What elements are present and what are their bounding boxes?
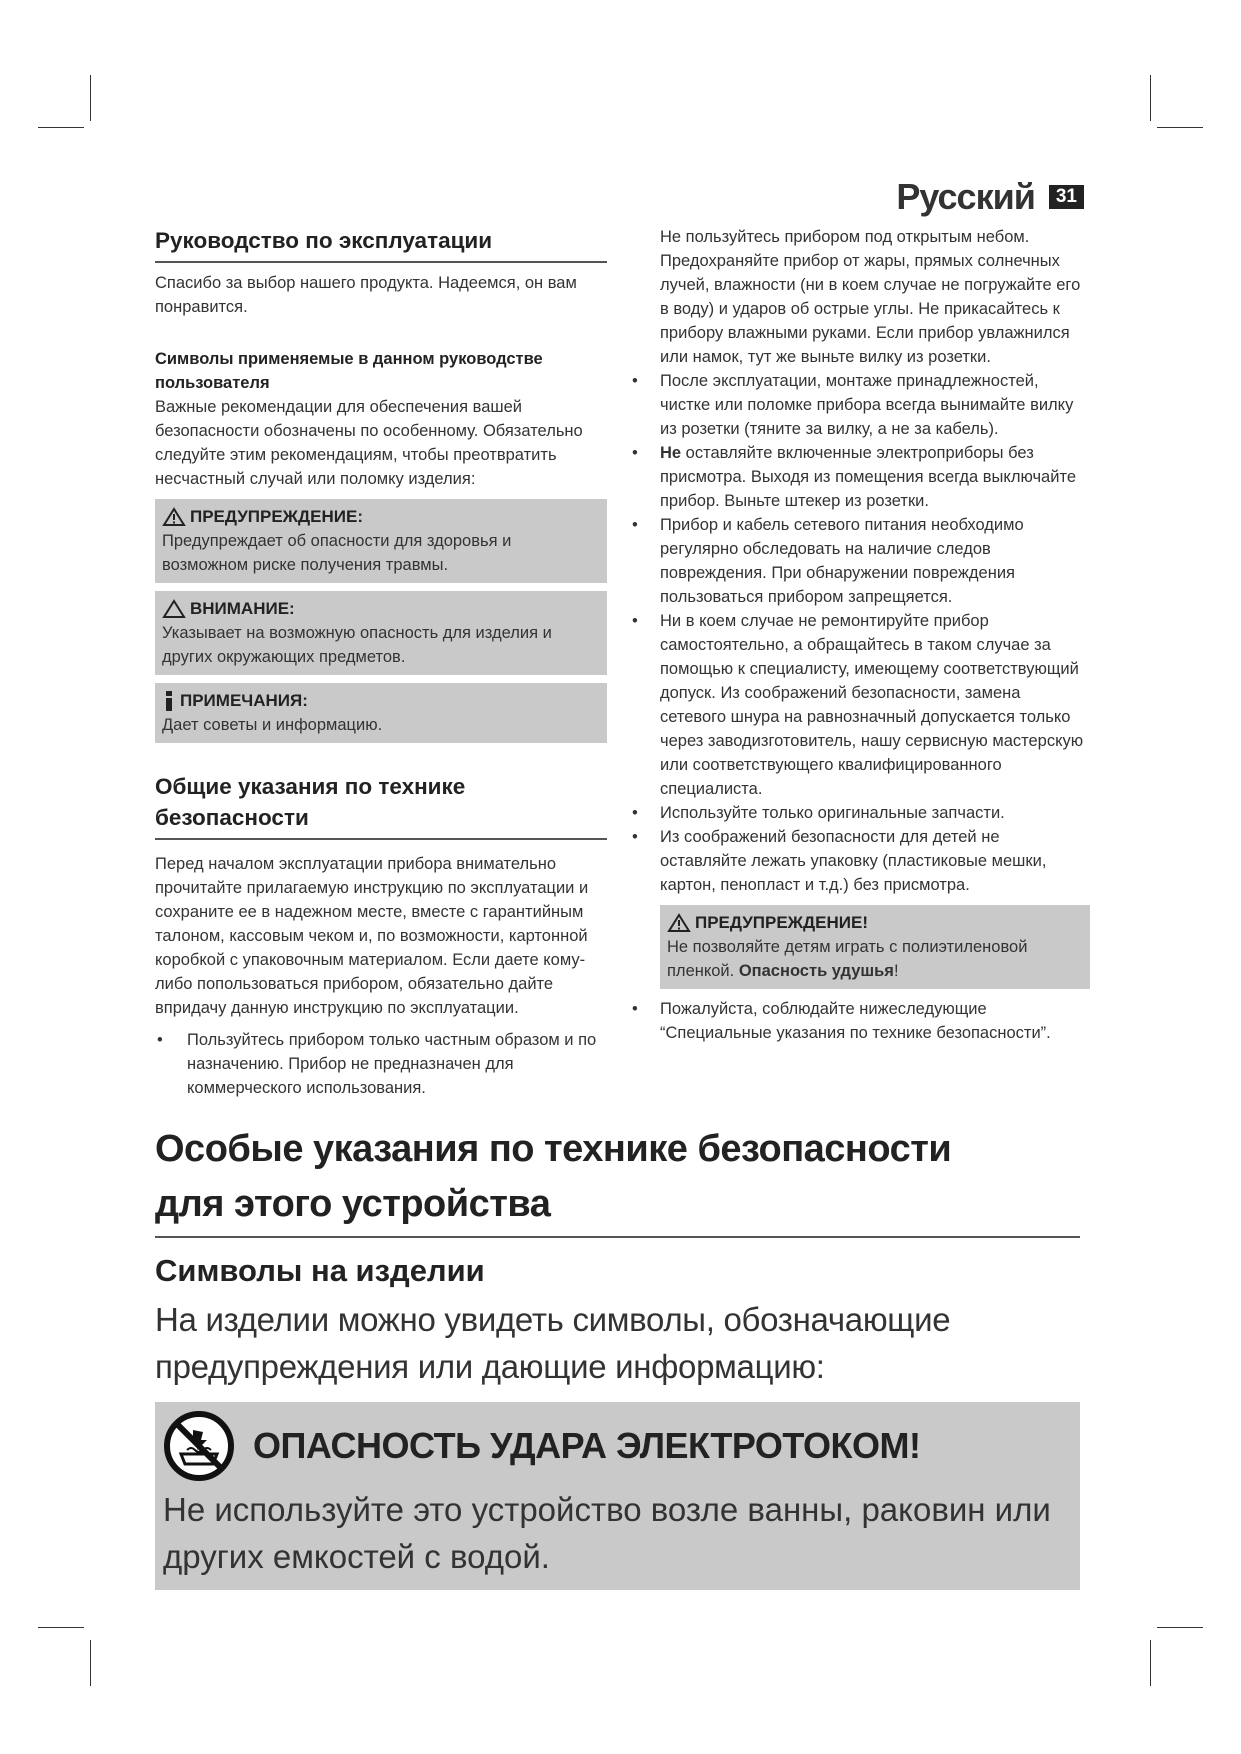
list-item: • Пользуйтесь прибором только частным образом и по назначению. Прибор не предназначен для коммерческого использования.: [155, 1028, 607, 1100]
special-safety-title: [155, 1122, 1080, 1238]
note-title: ПРИМЕЧАНИЯ:: [180, 691, 308, 710]
left-column: [155, 225, 607, 1100]
safety-bullets: [660, 369, 1090, 897]
symbols-heading: Символы применяемые в данном руководстве пользователя: [155, 350, 543, 392]
caution-title: ВНИМАНИЕ:: [190, 599, 295, 618]
page-header: [896, 176, 1084, 218]
no-bath-water-icon: [163, 1410, 235, 1482]
warning-triangle-icon: [162, 507, 186, 527]
crop-mark: [90, 1640, 91, 1686]
list-item: • Прибор и кабель сетевого питания необходимо регулярно обследовать на наличие следов повреждения. При обнаружении повреждения пользоваться прибором запрещяется.: [660, 513, 1090, 609]
crop-mark: [1157, 127, 1203, 128]
crop-mark: [1150, 75, 1151, 121]
closing-bullets: [660, 997, 1090, 1045]
note-text: Дает советы и информацию.: [162, 716, 383, 734]
danger-text: Не используйте это устройство возле ванны, раковин или других емкостей с водой.: [163, 1491, 1051, 1575]
product-symbols-title: Символы на изделии: [155, 1253, 485, 1288]
list-item: • Ни в коем случае не ремонтируйте прибор самостоятельно, а обращайтесь в таком случае за помощью к специалисту, имеющему соответствующий допуск. Из соображений безопасности, замена сетевого шнура на равнозначный допускается только через заводизготовитель, нашу сервисную мастерскую или соответствующего квалифицированного специалиста.: [660, 609, 1090, 801]
electric-shock-danger-box: [155, 1402, 1080, 1590]
intro-text: Спасибо за выбор нашего продукта. Надеемся, он вам понравится.: [155, 274, 577, 316]
general-safety-title: Общие указания по технике безопасности: [155, 771, 607, 840]
list-item: [660, 441, 1090, 513]
warning-triangle-icon: [162, 599, 186, 619]
list-item: • Пожалуйста, соблюдайте нижеследующие “Специальные указания по технике безопасности”.: [660, 997, 1090, 1045]
danger-title: ОПАСНОСТЬ УДАРА ЭЛЕКТРОТОКОМ!: [253, 1425, 921, 1466]
general-safety-text: Перед началом эксплуатации прибора внимательно прочитайте прилагаемую инструкцию по эксплуатации и сохраните ее в надежном месте, вместе с гарантийным талоном, кассовым чеком и, по возможности, картонной коробкой с упаковочным материалом. Если даете кому-либо попользоваться прибором, обязательно дайте впридачу данную инструкцию по эксплуатации.: [155, 855, 589, 1017]
crop-mark: [1150, 1640, 1151, 1686]
list-item-text: оставляйте включенные электроприборы без присмотра. Выходя из помещения всегда выключайте прибор. Выньте штекер из розетки.: [660, 444, 1076, 510]
crop-mark: [90, 75, 91, 121]
special-safety-title-line2: для этого устройства: [155, 1183, 551, 1225]
product-symbols-text: На изделии можно увидеть символы, обозначающие предупреждения или дающие информацию:: [155, 1301, 951, 1385]
special-safety-section: [155, 1122, 1080, 1590]
child-warning-text-part: Не позволяйте детям играть с полиэтиленовой пленкой.: [667, 938, 1028, 980]
warning-title: ПРЕДУПРЕЖДЕНИЕ:: [190, 507, 363, 526]
child-warning-title: ПРЕДУПРЕЖДЕНИЕ!: [695, 913, 868, 932]
special-safety-title-line1: Особые указания по технике безопасности: [155, 1128, 952, 1170]
crop-mark: [38, 1627, 84, 1628]
manual-title: Руководство по эксплуатации: [155, 225, 607, 263]
crop-mark: [38, 127, 84, 128]
list-item: • Используйте только оригинальные запчасти.: [660, 801, 1090, 825]
child-warning-text-end: !: [893, 962, 899, 980]
suffocation-danger: Опасность удушья: [738, 962, 894, 980]
page-number: 31: [1049, 185, 1084, 209]
list-item: • После эксплуатации, монтаже принадлежностей, чистке или поломке прибора всегда вынимайте вилку из розетки (тяните за вилку, а не за кабель).: [660, 369, 1090, 441]
child-warning-text: [667, 935, 1083, 983]
warning-box: [155, 499, 607, 583]
caution-text: Указывает на возможную опасность для изделия и других окружающих предметов.: [162, 624, 552, 666]
crop-mark: [1157, 1627, 1203, 1628]
continued-text: Не пользуйтесь прибором под открытым небом. Предохраняйте прибор от жары, прямых солнечных лучей, влажности (ни в коем случае не погружайте его в воду) и ударов об острые углы. Не прикасайтесь к прибору влажными руками. Если прибор увлажнился или намок, тут же выньте вилку из розетки.: [660, 228, 1081, 366]
right-column: [660, 225, 1090, 1045]
warning-triangle-icon: [667, 913, 691, 933]
warning-text: Предупреждает об опасности для здоровья и возможном риске получения травмы.: [162, 532, 512, 574]
info-icon: [162, 691, 176, 711]
general-bullets: [155, 1028, 607, 1100]
list-item: • Из соображений безопасности для детей не оставляйте лежать упаковку (пластиковые мешки, картон, пенопласт и т.д.) без присмотра.: [660, 825, 1090, 897]
symbols-text: Важные рекомендации для обеспечения вашей безопасности обозначены по особенному. Обязательно следуйте этим рекомендациям, чтобы преотвратить несчастный случай или поломку изделия:: [155, 398, 583, 488]
note-box: [155, 683, 607, 743]
child-warning-box: [660, 905, 1090, 989]
language-label: Русский: [896, 176, 1035, 217]
bold-word: Не: [660, 444, 682, 462]
caution-box: [155, 591, 607, 675]
